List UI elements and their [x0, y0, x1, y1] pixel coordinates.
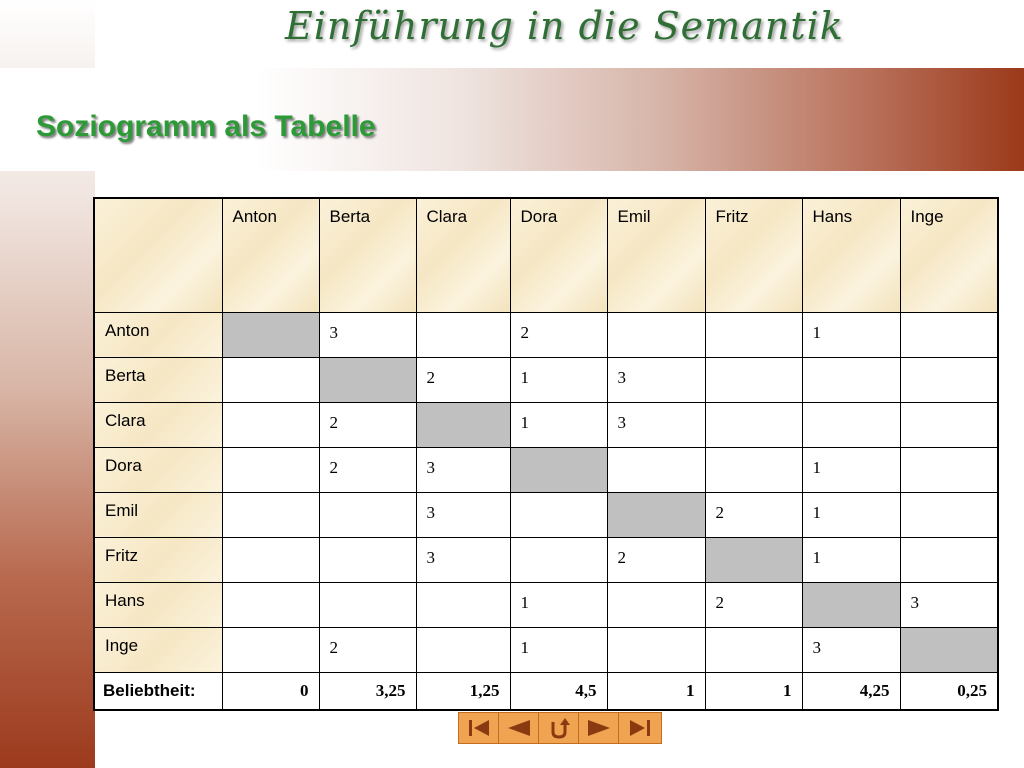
- table-cell: [416, 582, 510, 627]
- cell-value: [803, 583, 900, 593]
- row-header-label: Anton: [105, 320, 150, 340]
- cell-value: [223, 628, 319, 638]
- cell-value: 3: [617, 367, 626, 387]
- popularity-value: 1: [783, 680, 792, 700]
- column-header-label: Dora: [520, 207, 558, 226]
- row-header-label: Emil: [105, 500, 139, 520]
- table-cell: [900, 312, 998, 357]
- cell-value: 2: [329, 412, 338, 432]
- popularity-row: [94, 672, 998, 710]
- cell-value: [803, 403, 900, 413]
- next-slide-icon: [584, 717, 614, 739]
- popularity-label-cell: [94, 672, 222, 710]
- popularity-value: 0: [300, 680, 309, 700]
- table-row: [94, 627, 998, 672]
- table-cell: [802, 312, 900, 357]
- column-header-2: [416, 198, 510, 312]
- popularity-value: 4,5: [575, 680, 597, 700]
- table-cell: [416, 627, 510, 672]
- column-header-label: Clara: [426, 207, 468, 226]
- popularity-value-cell: [900, 672, 998, 710]
- cell-value: [706, 313, 802, 323]
- table-row: [94, 582, 998, 627]
- diagonal-cell: [900, 627, 998, 672]
- table-row: [94, 312, 998, 357]
- cell-value: [223, 583, 319, 593]
- row-header: [94, 402, 222, 447]
- table-cell: [510, 627, 607, 672]
- table-cell: [319, 312, 416, 357]
- cell-value: [511, 538, 607, 548]
- table-cell: [607, 402, 705, 447]
- table-cell: [705, 582, 802, 627]
- row-header-label: Fritz: [105, 545, 139, 565]
- popularity-value-cell: [802, 672, 900, 710]
- table-cell: [510, 312, 607, 357]
- cell-value: 1: [812, 322, 821, 342]
- cell-value: [706, 538, 802, 548]
- cell-value: [901, 403, 998, 413]
- table-cell: [607, 582, 705, 627]
- table-cell: [607, 312, 705, 357]
- column-header-5: [705, 198, 802, 312]
- table-cell: [222, 627, 319, 672]
- table-cell: [319, 402, 416, 447]
- sociogram-table: [93, 197, 999, 711]
- table-row: [94, 537, 998, 582]
- cell-value: [901, 448, 998, 458]
- table-cell: [510, 402, 607, 447]
- course-title: Einführung in die Semantik: [285, 4, 844, 48]
- table-cell: [900, 492, 998, 537]
- table-cell: [802, 537, 900, 582]
- cell-value: [608, 628, 705, 638]
- cell-value: 2: [715, 502, 724, 522]
- table-cell: [222, 447, 319, 492]
- popularity-value-cell: [319, 672, 416, 710]
- column-header-0: [222, 198, 319, 312]
- diagonal-cell: [607, 492, 705, 537]
- column-header-label: Emil: [617, 207, 651, 226]
- popularity-value-cell: [705, 672, 802, 710]
- cell-value: 3: [426, 547, 435, 567]
- table-cell: [222, 582, 319, 627]
- table-cell: [900, 582, 998, 627]
- cell-value: [706, 358, 802, 368]
- table-cell: [510, 357, 607, 402]
- cell-value: 1: [520, 637, 529, 657]
- row-header: [94, 312, 222, 357]
- cell-value: [706, 448, 802, 458]
- row-header: [94, 447, 222, 492]
- cell-value: 3: [329, 322, 338, 342]
- cell-value: [608, 448, 705, 458]
- cell-value: 2: [329, 457, 338, 477]
- diagonal-cell: [510, 447, 607, 492]
- left-band-top: [0, 0, 95, 68]
- table-row: [94, 447, 998, 492]
- cell-value: [223, 313, 319, 323]
- table-row: [94, 357, 998, 402]
- table-cell: [319, 537, 416, 582]
- table-cell: [802, 402, 900, 447]
- table-cell: [705, 402, 802, 447]
- table-cell: [802, 357, 900, 402]
- cell-value: 2: [617, 547, 626, 567]
- diagonal-cell: [222, 312, 319, 357]
- row-header: [94, 627, 222, 672]
- table-cell: [416, 447, 510, 492]
- cell-value: [511, 493, 607, 503]
- return-icon: [546, 716, 572, 740]
- column-header-3: [510, 198, 607, 312]
- cell-value: [223, 403, 319, 413]
- table-cell: [510, 582, 607, 627]
- column-header-1: [319, 198, 416, 312]
- last-slide-button[interactable]: [619, 713, 661, 743]
- table-header-row: [94, 198, 998, 312]
- row-header-label: Clara: [105, 410, 146, 430]
- column-header-7: [900, 198, 998, 312]
- cell-value: [706, 628, 802, 638]
- table-row: [94, 402, 998, 447]
- column-header-label: Anton: [232, 207, 277, 226]
- cell-value: [223, 358, 319, 368]
- cell-value: 2: [715, 592, 724, 612]
- cell-value: 1: [520, 412, 529, 432]
- popularity-value: 0,25: [957, 680, 987, 700]
- table-cell: [416, 312, 510, 357]
- table-cell: [705, 492, 802, 537]
- cell-value: [706, 403, 802, 413]
- cell-value: [223, 538, 319, 548]
- row-header: [94, 357, 222, 402]
- cell-value: [320, 358, 416, 368]
- next-slide-button[interactable]: [579, 713, 619, 743]
- cell-value: [608, 583, 705, 593]
- table-cell: [319, 582, 416, 627]
- cell-value: 2: [329, 637, 338, 657]
- cell-value: 1: [520, 367, 529, 387]
- row-header-label: Hans: [105, 590, 145, 610]
- popularity-value: 4,25: [859, 680, 890, 700]
- table-cell: [222, 357, 319, 402]
- column-header-6: [802, 198, 900, 312]
- table-cell: [416, 492, 510, 537]
- first-slide-icon: [465, 717, 493, 739]
- cell-value: 2: [426, 367, 435, 387]
- diagonal-cell: [705, 537, 802, 582]
- popularity-value-cell: [222, 672, 319, 710]
- cell-value: [803, 358, 900, 368]
- table-cell: [705, 627, 802, 672]
- row-header: [94, 537, 222, 582]
- cell-value: [608, 313, 705, 323]
- table-cell: [319, 447, 416, 492]
- table-cell: [607, 537, 705, 582]
- table-cell: [416, 357, 510, 402]
- row-header: [94, 582, 222, 627]
- corner-cell: [94, 198, 222, 312]
- cell-value: [417, 403, 510, 413]
- cell-value: 3: [812, 637, 821, 657]
- slide-navigation: [458, 712, 662, 744]
- cell-value: [417, 313, 510, 323]
- table-cell: [319, 492, 416, 537]
- row-header-label: Dora: [105, 455, 142, 475]
- cell-value: [320, 583, 416, 593]
- cell-value: 1: [812, 502, 821, 522]
- table-cell: [802, 492, 900, 537]
- popularity-value: 3,25: [375, 680, 406, 700]
- column-header-4: [607, 198, 705, 312]
- table-cell: [222, 492, 319, 537]
- table-cell: [900, 447, 998, 492]
- table-cell: [607, 357, 705, 402]
- cell-value: [223, 493, 319, 503]
- table-cell: [900, 402, 998, 447]
- previous-slide-button[interactable]: [499, 713, 539, 743]
- column-header-label: Inge: [910, 207, 944, 226]
- cell-value: [223, 448, 319, 458]
- last-slide-icon: [626, 717, 654, 739]
- cell-value: [417, 628, 510, 638]
- popularity-value: 1,25: [469, 680, 500, 700]
- popularity-value-cell: [416, 672, 510, 710]
- table-cell: [416, 537, 510, 582]
- cell-value: [417, 583, 510, 593]
- column-header-label: Hans: [812, 207, 853, 226]
- cell-value: [901, 538, 998, 548]
- first-slide-button[interactable]: [459, 713, 499, 743]
- cell-value: 3: [426, 457, 435, 477]
- cell-value: 1: [812, 547, 821, 567]
- table-row: [94, 492, 998, 537]
- table-cell: [222, 537, 319, 582]
- diagonal-cell: [802, 582, 900, 627]
- table-cell: [222, 402, 319, 447]
- popularity-value: 1: [686, 680, 695, 700]
- cell-value: [901, 628, 998, 638]
- table-cell: [510, 492, 607, 537]
- popularity-label: Beliebtheit:: [103, 680, 196, 700]
- table-cell: [900, 537, 998, 582]
- cell-value: 3: [910, 592, 919, 612]
- column-header-label: Fritz: [715, 207, 749, 226]
- cell-value: 1: [812, 457, 821, 477]
- column-header-label: Berta: [329, 207, 371, 226]
- table-cell: [705, 447, 802, 492]
- table-cell: [705, 312, 802, 357]
- table-cell: [705, 357, 802, 402]
- popularity-value-cell: [607, 672, 705, 710]
- table-cell: [607, 447, 705, 492]
- row-header-label: Inge: [105, 635, 139, 655]
- cell-value: [320, 493, 416, 503]
- table-cell: [802, 627, 900, 672]
- popularity-value-cell: [510, 672, 607, 710]
- table-cell: [319, 627, 416, 672]
- previous-slide-icon: [504, 717, 534, 739]
- table-cell: [607, 627, 705, 672]
- cell-value: 3: [426, 502, 435, 522]
- cell-value: [608, 493, 705, 503]
- slide-title: Soziogramm als Tabelle: [36, 110, 376, 143]
- cell-value: 2: [520, 322, 529, 342]
- table-cell: [900, 357, 998, 402]
- cell-value: [901, 493, 998, 503]
- cell-value: [320, 538, 416, 548]
- cell-value: [511, 448, 607, 458]
- diagonal-cell: [416, 402, 510, 447]
- cell-value: [901, 313, 998, 323]
- row-header-label: Berta: [105, 365, 146, 385]
- cell-value: 3: [617, 412, 626, 432]
- row-header: [94, 492, 222, 537]
- table-cell: [510, 537, 607, 582]
- cell-value: 1: [520, 592, 529, 612]
- table-cell: [802, 447, 900, 492]
- diagonal-cell: [319, 357, 416, 402]
- cell-value: [901, 358, 998, 368]
- return-button[interactable]: [539, 713, 579, 743]
